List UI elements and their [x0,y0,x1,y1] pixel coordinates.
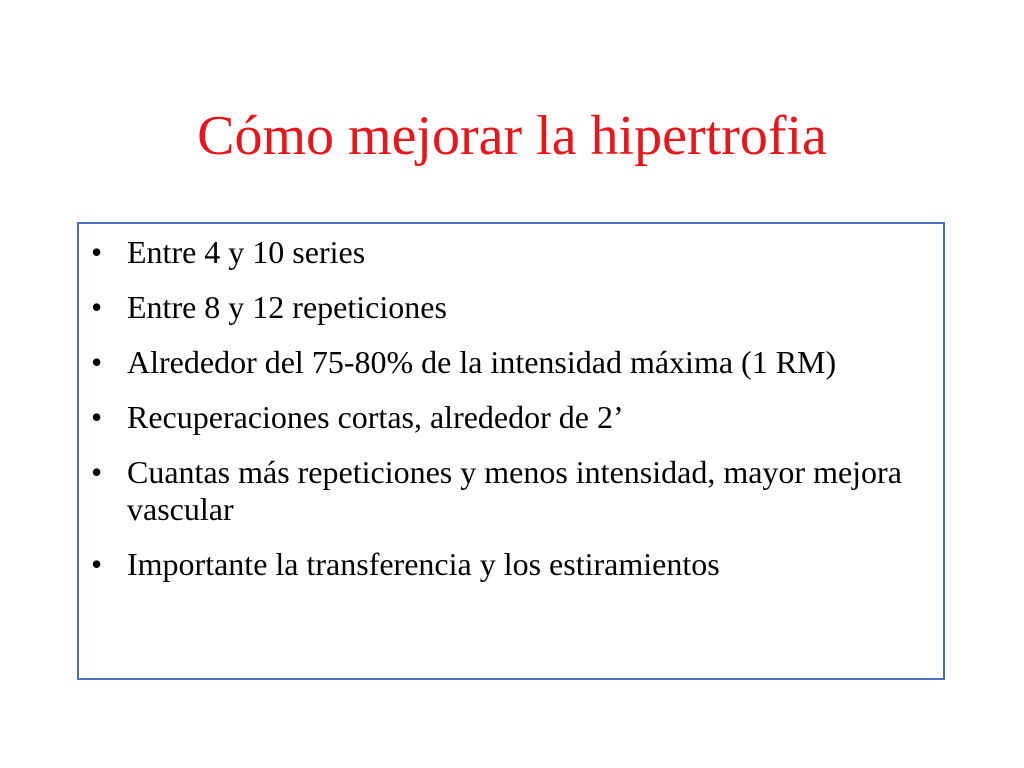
bullet-icon: • [91,344,103,380]
bullet-item [89,234,923,271]
bullet-text: Entre 8 y 12 repeticiones [127,289,447,325]
bullet-text: Alrededor del 75-80% de la intensidad máxima (1 RM) [127,344,837,380]
bullet-icon: • [91,399,103,435]
content-box [77,222,945,680]
bullet-item [89,454,923,528]
bullet-icon: • [91,234,103,270]
bullet-icon: • [91,454,103,490]
bullet-item [89,289,923,326]
bullet-text: Importante la transferencia y los estiramientos [127,546,720,582]
bullet-icon: • [91,289,103,325]
slide-title: Cómo mejorar la hipertrofia [197,105,827,167]
bullet-item [89,344,923,381]
bullet-item [89,546,923,583]
bullet-item [89,399,923,436]
bullet-list [79,224,943,583]
bullet-icon: • [91,546,103,582]
bullet-text: Entre 4 y 10 series [127,234,366,270]
bullet-text: Cuantas más repeticiones y menos intensidad, mayor mejora vascular [127,454,902,527]
bullet-text: Recuperaciones cortas, alrededor de 2’ [127,399,624,435]
